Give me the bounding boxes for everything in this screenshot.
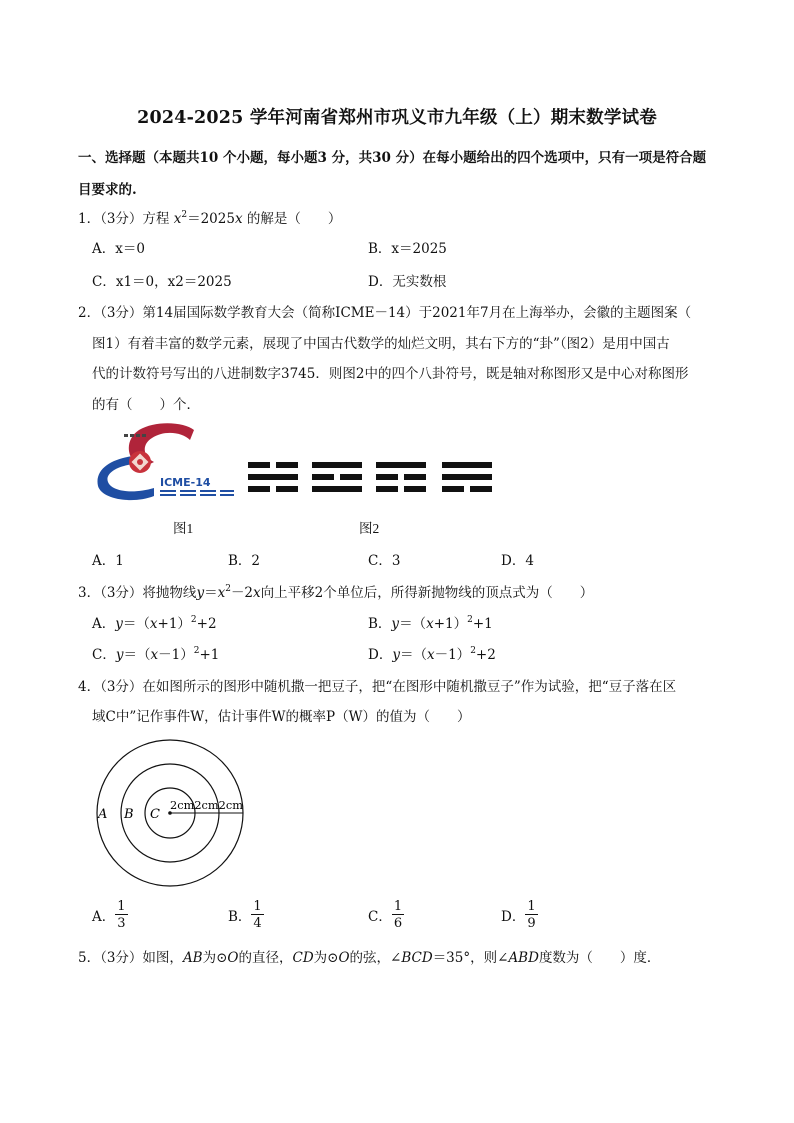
- icme-logo-figure: [94, 420, 244, 504]
- q1-var2: x: [234, 211, 243, 227]
- q3-option-d[interactable]: D．$y=(x-1)^2+2$: [368, 646, 496, 663]
- q2-option-b[interactable]: B．2: [228, 553, 261, 569]
- q1-option-a[interactable]: A．x＝0: [92, 241, 145, 257]
- trigram-2: [312, 462, 362, 492]
- q4-option-b[interactable]: B． $\frac{1}{4}$: [228, 899, 262, 931]
- q2-option-d[interactable]: D．4: [501, 553, 534, 569]
- section-header-line2: 目要求的.: [78, 182, 137, 198]
- q1-option-d[interactable]: D．无实数根: [368, 274, 447, 290]
- q1-option-c[interactable]: C．x1＝0，x2＝2025: [92, 274, 232, 290]
- question-5: 5．（3分）如图，AB为⊙O的直径，CD为⊙O的弦，∠BCD＝35°，则∠ABD度数为（ ）度．: [78, 950, 661, 966]
- section-header-line1: 一、选择题（本题共10 个小题，每小题3 分，共30 分）在每小题给出的四个选项中，只有一项是符合题: [78, 150, 707, 166]
- q2-line4: 的有（ ）个．: [92, 397, 200, 413]
- trigrams-figure: [244, 460, 500, 496]
- q4-line1: 4．（3分）在如图所示的图形中随机撒一把豆子，把“在图形中随机撒豆子”作为试验，把“豆子落在区: [78, 679, 677, 695]
- q1-exp: 2: [181, 210, 188, 220]
- q2-line3: 代的计数符号写出的八进制数字3745．则图2中的四个八卦符号，既是轴对称图形又是中心对称图形: [92, 366, 689, 382]
- q4-option-c[interactable]: C． $\frac{1}{6}$: [368, 899, 403, 931]
- logo-dot: [142, 434, 146, 437]
- logo-mini-bars: [160, 490, 234, 496]
- figure-2-caption: 图2: [359, 521, 380, 536]
- dimension-label: 2cm2cm2cm: [170, 799, 244, 812]
- region-c-label: C: [150, 807, 160, 822]
- logo-center: [137, 459, 143, 465]
- figure-1-caption: 图1: [173, 521, 194, 536]
- q4-option-d[interactable]: D． $\frac{1}{9}$: [501, 899, 536, 931]
- q1-eq: ＝2025: [187, 211, 235, 227]
- q1-suffix: 的解是（ ）: [246, 211, 342, 227]
- q3-option-c[interactable]: C．$y=(x-1)^2+1$: [92, 646, 220, 663]
- logo-text: ICME-14: [160, 476, 211, 489]
- q1-option-b[interactable]: B．x＝2025: [368, 241, 447, 257]
- trigram-4: [442, 462, 492, 492]
- concentric-circles-figure: [90, 736, 250, 894]
- q3-option-b[interactable]: B．$y=(x+1)^2+1$: [368, 615, 493, 632]
- question-3: 3．（3分）将抛物线$y=x^2-2x$向上平移2个单位后，所得新抛物线的顶点式为（ ）: [78, 584, 594, 601]
- q3-option-a[interactable]: A．$y=(x+1)^2+2$: [92, 615, 217, 632]
- q4-option-a[interactable]: A． $\frac{1}{3}$: [92, 899, 126, 931]
- region-a-label: A: [98, 807, 108, 822]
- logo-dot: [124, 434, 128, 437]
- q2-line2: 图1）有着丰富的数学元素，展现了中国古代数学的灿烂文明，其右下方的“卦”（图2）是用中国古: [92, 336, 670, 352]
- region-b-label: B: [124, 807, 134, 822]
- trigram-1: [248, 462, 298, 492]
- q1-prefix: 1．（3分）方程: [78, 211, 170, 227]
- logo-dot: [136, 434, 140, 437]
- q2-line1: 2．（3分）第14届国际数学教育大会（简称ICME－14）于2021年7月在上海举办，会徽的主题图案（: [78, 305, 692, 321]
- q1-var: x: [173, 211, 182, 227]
- q2-option-a[interactable]: A．1: [92, 553, 124, 569]
- q4-line2: 域C中”记作事件W，估计事件W的概率P（W）的值为（ ）: [92, 709, 471, 725]
- question-1: [78, 207, 341, 227]
- page-title: 2024-2025 学年河南省郑州市巩义市九年级（上）期末数学试卷: [137, 108, 657, 128]
- trigram-3: [376, 462, 426, 492]
- q2-option-c[interactable]: C．3: [368, 553, 401, 569]
- logo-dot: [130, 434, 134, 437]
